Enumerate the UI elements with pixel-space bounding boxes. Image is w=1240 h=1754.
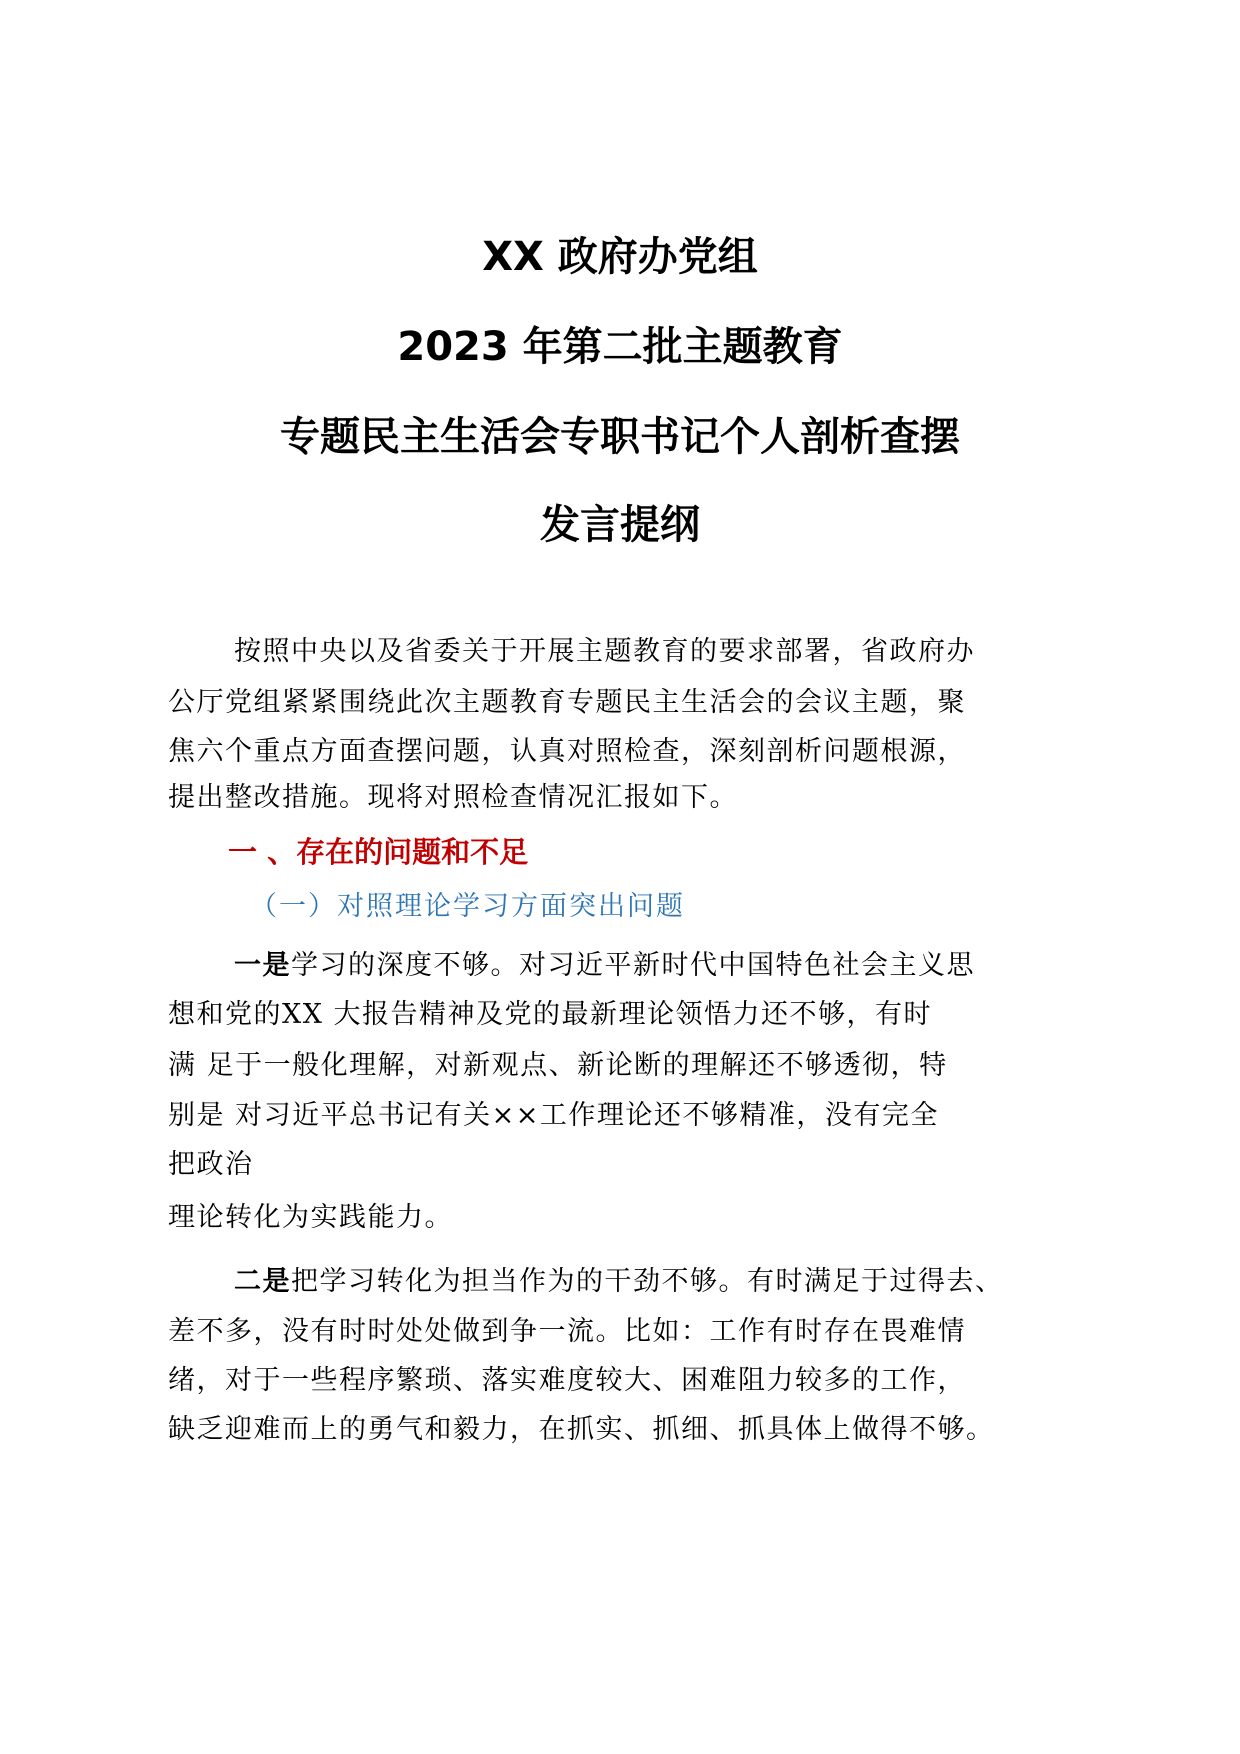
title-line-4: 发言提纲 [540, 502, 700, 548]
intro-line-3: 焦六个重点方面查摆问题，认真对照检查，深刻剖析问题根源， [168, 736, 966, 767]
subsection-heading: （一）对照理论学习方面突出问题 [250, 891, 685, 922]
point2-line-4: 缺乏迎难而上的勇气和毅力，在抓实、抓细、抓具体上做得不够。 [168, 1414, 995, 1445]
point2-first-line [234, 1262, 1004, 1302]
point2-first-line-text: 把学习转化为担当作为的干劲不够。有时满足于过得去、 [291, 1266, 1004, 1297]
point1-lead: 一是 [234, 950, 291, 981]
point1-first-line [234, 946, 975, 986]
point2-line-2: 差不多，没有时时处处做到争一流。比如：工作有时存在畏难情 [168, 1316, 966, 1347]
point1-line-2: 想和党的XX 大报告精神及党的最新理论领悟力还不够，有时 [168, 999, 933, 1030]
intro-line-4: 提出整改措施。现将对照检查情况汇报如下。 [168, 782, 738, 813]
intro-line-2: 公厅党组紧紧围绕此次主题教育专题民主生活会的会议主题，聚 [168, 687, 966, 718]
point1-line-6: 理论转化为实践能力。 [168, 1202, 453, 1233]
point1-line-3: 满 足于一般化理解，对新观点、新论断的理解还不够透彻，特 [168, 1050, 948, 1081]
title-line-3: 专题民主生活会专职书记个人剖析查摆 [280, 414, 960, 460]
intro-line-1: 按照中央以及省委关于开展主题教育的要求部署，省政府办 [234, 636, 975, 667]
section-heading: 一 、存在的问题和不足 [228, 835, 529, 869]
point1-line-5: 把政治 [168, 1149, 254, 1180]
point1-line-4: 别是 对习近平总书记有关××工作理论还不够精准，没有完全 [168, 1100, 939, 1131]
point1-first-line-text: 学习的深度不够。对习近平新时代中国特色社会主义思 [291, 950, 975, 981]
title-line-2: 2023 年第二批主题教育 [397, 324, 843, 370]
point2-line-3: 绪，对于一些程序繁琐、落实难度较大、困难阻力较多的工作， [168, 1365, 966, 1396]
point2-lead: 二是 [234, 1266, 291, 1297]
title-line-1: XX 政府办党组 [482, 234, 758, 280]
